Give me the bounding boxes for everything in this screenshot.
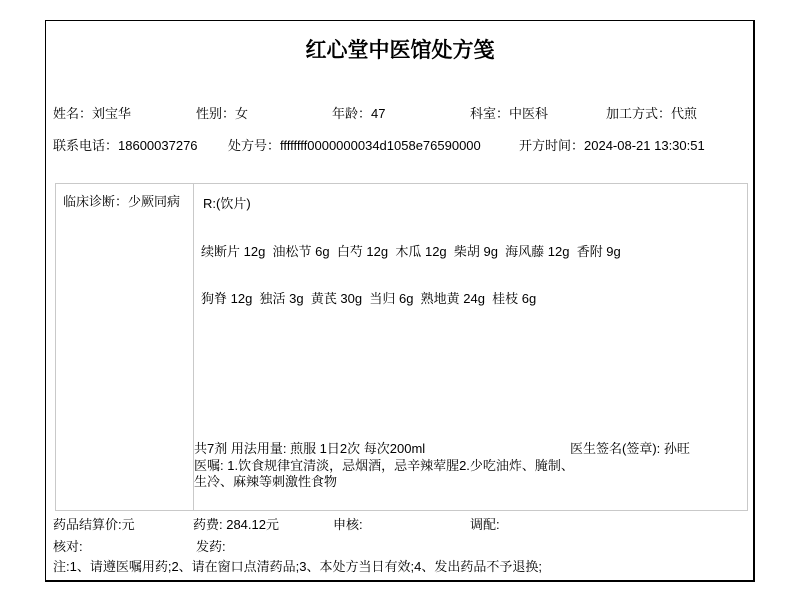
note-text: 注:1、请遵医嘱用药;2、请在窗口点清药品;3、本处方当日有效;4、发出药品不予退换; xyxy=(53,559,542,574)
page-title: 红心堂中医馆处方笺 xyxy=(305,39,495,62)
medical-advice-line-1: 医嘱: 1.饮食规律宜清淡，忌烟酒，忌辛辣荤腥2.少吃油炸、腌制、 xyxy=(194,458,574,473)
issue-field: 发药: xyxy=(196,539,226,554)
check-field: 核对: xyxy=(53,539,83,554)
dosage-info: 共7剂 用法用量: 煎服 1日2次 每次200ml xyxy=(194,441,426,456)
settlement-price: 药品结算价:元 xyxy=(53,517,135,532)
patient-age: 年龄：47 xyxy=(332,106,386,121)
prescription-number: 处方号：ffffffff0000000034d1058e76590000 xyxy=(228,138,481,153)
dispense-prepare-field: 调配: xyxy=(470,517,500,532)
herb-line-2: 狗脊 12g 独活 3g 黄芪 30g 当归 6g 熟地黄 24g 桂枝 6g xyxy=(201,291,537,306)
review-field: 申核: xyxy=(333,517,363,532)
medicine-fee: 药费: 284.12元 xyxy=(193,517,279,532)
doctor-signature: 医生签名(签章): 孙旺 xyxy=(570,441,690,456)
rx-header: R:(饮片) xyxy=(203,196,251,211)
herb-line-1: 续断片 12g 油松节 6g 白芍 12g 木瓜 12g 柴胡 9g 海风藤 12g 香附 9g xyxy=(201,244,621,259)
department: 科室：中医科 xyxy=(470,106,549,121)
clinical-diagnosis: 临床诊断：少厥同病 xyxy=(63,194,181,209)
prescription-time: 开方时间：2024-08-21 13:30:51 xyxy=(519,138,705,153)
patient-name: 姓名：刘宝华 xyxy=(53,106,132,121)
processing-method: 加工方式：代煎 xyxy=(606,106,698,121)
contact-phone: 联系电话：18600037276 xyxy=(53,138,198,153)
patient-gender: 性别：女 xyxy=(196,106,249,121)
medical-advice-line-2: 生冷、麻辣等刺激性食物 xyxy=(194,474,338,489)
